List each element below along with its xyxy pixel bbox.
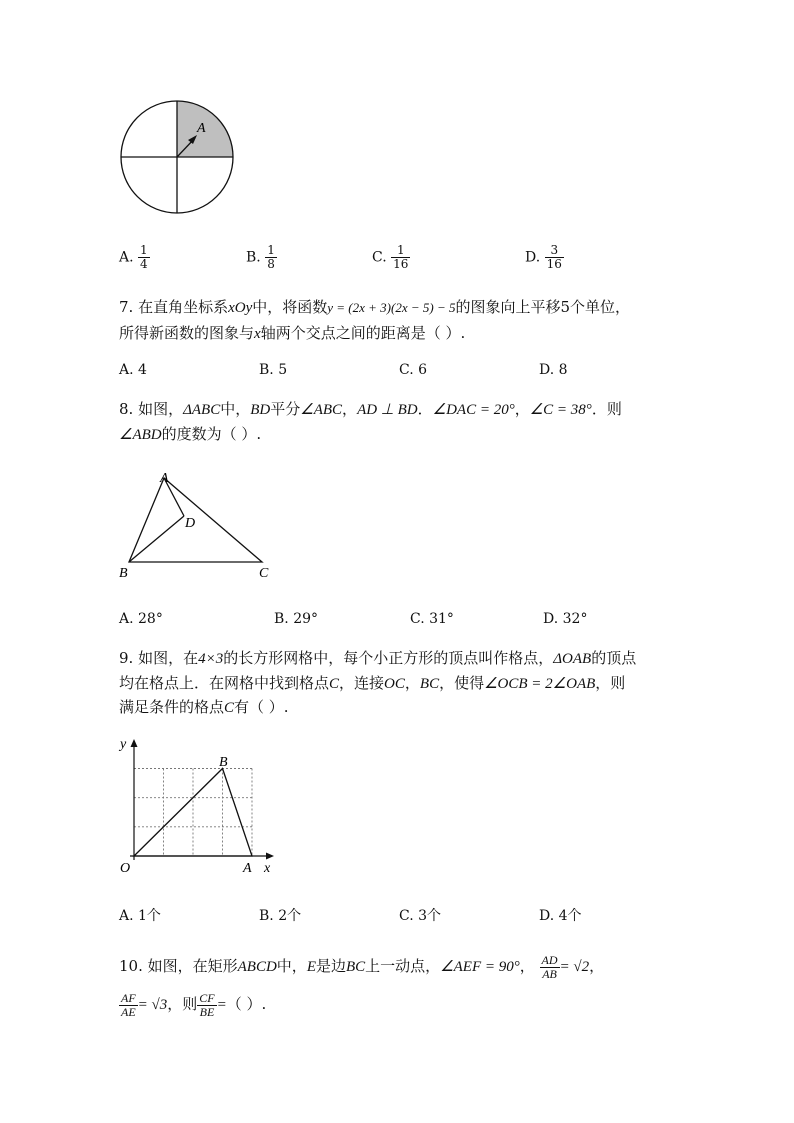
fraction: $\frac{1}{8}$ — [267, 243, 275, 271]
q8-line-1: 8. 如图，ΔABC中，BD平分∠ABC，AD ⊥ BD．∠DAC = 20°，∠C = 38°．则 — [119, 400, 622, 418]
q8-option-c[interactable]: C. 31° — [410, 611, 454, 627]
q8-option-d[interactable]: D. 32° — [543, 611, 588, 627]
q7-option-a[interactable]: A. 4 — [119, 362, 147, 378]
q9-option-b[interactable]: B. 2个 — [259, 908, 302, 924]
q7-option-d[interactable]: D. 8 — [539, 362, 568, 378]
fraction: $\frac{1}{4}$ — [140, 243, 148, 271]
fraction: $\frac{3}{16}$ — [546, 243, 562, 271]
grid-figure — [112, 732, 282, 877]
label-y: y — [120, 737, 127, 752]
label-D: D — [185, 516, 196, 531]
q6-option-d[interactable]: D. $\frac{3}{16}$ — [525, 243, 562, 271]
label-O: O — [120, 861, 131, 876]
x-axis-arrow-icon — [266, 853, 274, 860]
triangle-figure — [112, 468, 277, 583]
triangle-abc — [129, 478, 262, 562]
segment-bd — [129, 516, 184, 562]
y-axis-arrow-icon — [131, 739, 138, 747]
q10-line-1: 10. 如图，在矩形ABCD中，E是边BC上一动点，∠AEF = 90°， $\frac{AD}{AB}$ = √2， — [119, 952, 605, 981]
q7-line-2: 所得新函数的图象与x轴两个交点之间的距离是（ ）. — [119, 324, 466, 342]
q6-option-b[interactable]: B. $\frac{1}{8}$ — [246, 243, 275, 271]
label-A: A — [243, 861, 252, 876]
fraction-cf-be: $\frac{CF}{BE}$ — [199, 990, 215, 1019]
q6-option-c[interactable]: C. $\frac{1}{16}$ — [372, 243, 409, 271]
q6-option-a[interactable]: A. $\frac{1}{4}$ — [119, 243, 148, 271]
fraction: $\frac{1}{16}$ — [393, 243, 409, 271]
q8-line-2: ∠ABD的度数为（ ）. — [119, 425, 262, 443]
q9-option-a[interactable]: A. 1个 — [119, 908, 161, 924]
q9-option-d[interactable]: D. 4个 — [539, 908, 582, 924]
q9-option-c[interactable]: C. 3个 — [399, 908, 442, 924]
q9-line-2: 均在格点上．在网格中找到格点C，连接OC，BC，使得∠OCB = 2∠OAB，则 — [119, 674, 626, 692]
q9-line-1: 9. 如图，在4×3的长方形网格中，每个小正方形的顶点叫作格点，ΔOAB的顶点 — [119, 649, 637, 667]
q7-option-c[interactable]: C. 6 — [399, 362, 428, 378]
label-A: A — [160, 471, 169, 486]
label-B: B — [119, 566, 128, 581]
q10-line-2: $\frac{AF}{AE}$ = √3，则 $\frac{CF}{BE}$ =（ ）. — [121, 990, 267, 1019]
q8-option-a[interactable]: A. 28° — [119, 611, 163, 627]
spinner-figure — [115, 97, 240, 219]
q9-line-3: 满足条件的格点C有（ ）. — [119, 698, 289, 716]
dashed-grid — [134, 769, 252, 857]
q7-line-1: 7. 在直角坐标系xOy中，将函数y = (2x + 3)(2x − 5) − 5的图象向上平移5个单位， — [119, 298, 631, 316]
label-C: C — [259, 566, 269, 581]
label-B: B — [219, 755, 228, 770]
q7-option-b[interactable]: B. 5 — [259, 362, 288, 378]
label-x: x — [264, 861, 271, 876]
fraction-af-ae: $\frac{AF}{AE}$ — [121, 990, 136, 1019]
q8-option-b[interactable]: B. 29° — [274, 611, 319, 627]
fraction-ad-ab: $\frac{AD}{AB}$ — [541, 952, 558, 981]
label-A: A — [197, 121, 206, 136]
